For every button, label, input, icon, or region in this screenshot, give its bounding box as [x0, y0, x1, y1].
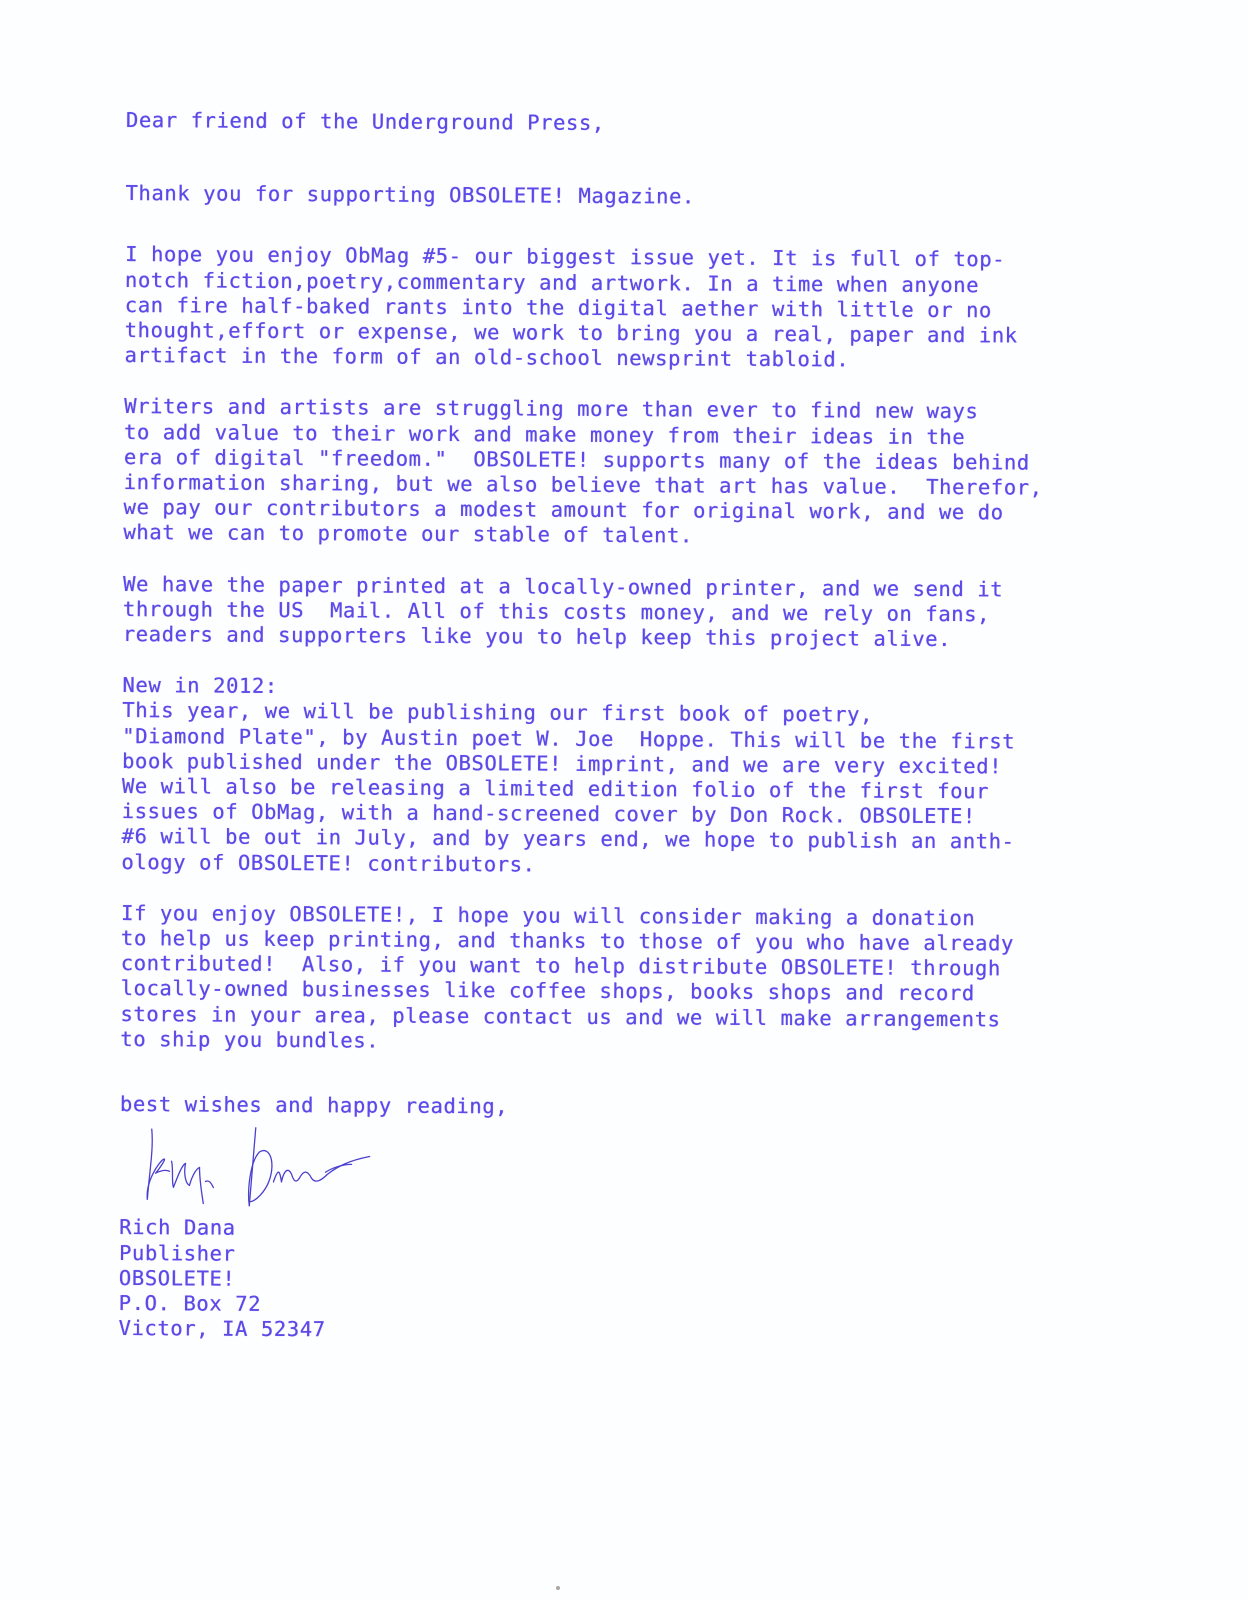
paragraph-line: artifact in the form of an old-school newsprint tabloid. [124, 343, 850, 372]
paragraph-line: issues of ObMag, with a hand-screened cover by Don Rock. OBSOLETE! [121, 799, 976, 829]
paragraph-line: contributed! Also, if you want to help distribute OBSOLETE! through [120, 951, 1001, 981]
handwritten-signature [137, 1121, 388, 1213]
paragraph-donation [120, 901, 1181, 1059]
address-line: P.O. Box 72 [118, 1290, 262, 1316]
paragraph-line: information sharing, but we also believe that art has value. Therefor, [123, 470, 1043, 500]
paragraph-line: We will also be releasing a limited edition folio of the first four [121, 774, 990, 804]
paragraph-line: #6 will be out in July, and by years end, we hope to publish an anth- [121, 824, 1015, 854]
paragraph-line: era of digital "freedom." OBSOLETE! supports many of the ideas behind [123, 444, 1030, 475]
paragraph-issue-5 [124, 242, 1185, 374]
paragraph-line: readers and supporters like you to help keep this project alive. [122, 622, 952, 652]
paragraph-line: Writers and artists are struggling more than ever to find new ways [124, 394, 979, 424]
closing-line: best wishes and happy reading, [119, 1092, 509, 1119]
signatory-title: Publisher [118, 1240, 236, 1266]
paragraph-line: New in 2012: [122, 673, 278, 699]
paragraph-writers-artists [123, 394, 1184, 552]
typed-letter [118, 108, 1186, 1348]
paragraph-line: through the US Mail. All of this costs money, and we rely on fans, [122, 596, 991, 627]
paragraph-line: We have the paper printed at a locally-owned printer, and we send it [123, 571, 1004, 602]
signatory-block [118, 1215, 1179, 1347]
signatory-organization: OBSOLETE! [118, 1265, 236, 1291]
paragraph-line: This year, we will be publishing our first book of poetry, [122, 698, 874, 728]
paragraph-line: to ship you bundles. [120, 1026, 380, 1053]
salutation: Dear friend of the Underground Press, [125, 108, 605, 135]
paragraph-line: can fire half-baked rants into the digital aether with little or no [124, 292, 992, 323]
paragraph-line: we pay our contributors a modest amount for original work, and we do [123, 495, 1004, 525]
thank-you-line: Thank you for supporting OBSOLETE! Magazine. [125, 181, 695, 209]
paragraph-line: thought,effort or expense, we work to bring you a real, paper and ink [124, 318, 1018, 348]
paragraph-line: book published under the OBSOLETE! imprint, and we are very excited! [121, 748, 1003, 779]
paper-speck [556, 1586, 560, 1590]
paragraph-line: locally-owned businesses like coffee shops, books shops and record [120, 976, 975, 1006]
paragraph-line: "Diamond Plate", by Austin poet W. Joe Hoppe. This will be the first [122, 723, 1016, 754]
paragraph-printing-costs [123, 572, 1183, 654]
paragraph-line: notch fiction,poetry,commentary and artwork. In a time when anyone [124, 267, 980, 297]
paragraph-line: I hope you enjoy ObMag #5- our biggest issue yet. It is full of top- [125, 242, 1006, 272]
paragraph-line: to help us keep printing, and thanks to those of you who have already [120, 926, 1015, 956]
address-line: Victor, IA 52347 [118, 1316, 326, 1342]
paragraph-line: to add value to their work and make money from their ideas in the [123, 419, 966, 449]
paragraph-line: stores in your area, please contact us and we will make arrangements [120, 1001, 1001, 1032]
paragraph-line: ology of OBSOLETE! contributors. [121, 849, 536, 877]
paragraph-line: what we can to promote our stable of talent. [123, 520, 693, 548]
paragraph-line: If you enjoy OBSOLETE!, I hope you will consider making a donation [121, 900, 976, 931]
signatory-name: Rich Dana [119, 1215, 236, 1240]
paragraph-new-in-2012 [121, 673, 1182, 881]
